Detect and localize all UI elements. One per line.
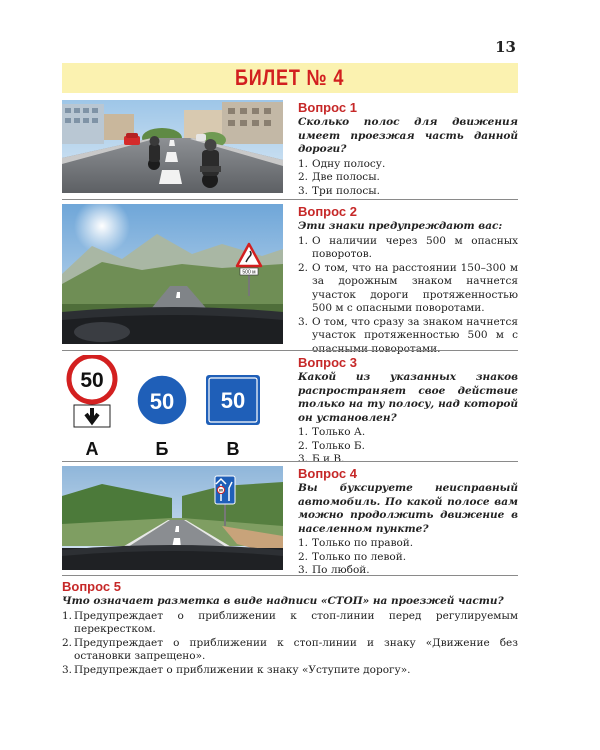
sign-a-value: 50: [80, 369, 104, 392]
answer-option[interactable]: 3. По любой.: [298, 564, 370, 576]
sign-c: [206, 375, 260, 459]
answer-option[interactable]: 3. Предупреждает о приближении к знаку «Уступите дорогу».: [62, 663, 411, 676]
answer-option[interactable]: 1. Предупреждает о приближении к стоп-линии перед регулируемым перекрестком.: [62, 609, 518, 635]
answer-option[interactable]: 2. Только по левой.: [298, 550, 407, 563]
question-text: Что означает разметка в виде надписи «СТОП» на проезжей части?: [62, 595, 504, 607]
answer-option[interactable]: 1. Одну полосу.: [298, 157, 386, 170]
answer-option[interactable]: 1. Только по правой.: [298, 537, 414, 549]
page-number: 13: [495, 38, 516, 56]
answer-list: [298, 235, 518, 357]
illustration-mountain-road: [62, 204, 283, 344]
illustration-speed-signs: [62, 355, 283, 461]
question-1-content: [298, 100, 518, 198]
question-5: [62, 579, 518, 677]
illustration-suburban-road: [62, 466, 283, 570]
divider: [62, 575, 518, 576]
answer-option[interactable]: 1. О наличии через 500 м опасных поворотов.: [298, 234, 518, 260]
answer-option[interactable]: 2. О том, что на расстоянии 150–300 м за дорожным знаком начнется участок дороги протяженностью 500 м с опасными поворотами.: [298, 261, 518, 314]
divider: [62, 350, 518, 351]
ticket-banner: [62, 63, 518, 93]
question-title: Вопрос 4: [298, 466, 357, 481]
divider: [62, 199, 518, 200]
question-3-content: [298, 355, 518, 467]
answer-option[interactable]: 3. О том, что сразу за знаком начнется участок протяженностью 500 м с опасными поворотами.: [298, 315, 518, 355]
divider: [62, 461, 518, 462]
answer-option[interactable]: 2. Две полосы.: [298, 171, 380, 183]
sign-b-value: 50: [149, 389, 175, 414]
question-1: [62, 100, 518, 197]
lane-sign-value: 60: [219, 488, 223, 493]
question-title: Вопрос 3: [298, 355, 357, 370]
question-text: Какой из указанных знаков распространяет свое действие только на ту полосу, над которой он установлен?: [298, 371, 518, 424]
answer-option[interactable]: 1. Только А.: [298, 426, 366, 438]
sign-label-b: Б: [155, 439, 169, 459]
question-text: Эти знаки предупреждают вас:: [298, 220, 503, 232]
answer-option[interactable]: 3. Три полосы.: [298, 184, 380, 197]
question-text: Сколько полос для движения имеет проезжая часть данной дороги?: [298, 116, 518, 155]
sign-plate-text: 500 м: [242, 269, 256, 276]
question-title: Вопрос 5: [62, 579, 121, 594]
sign-label-c: В: [226, 439, 240, 459]
question-2-content: [298, 204, 518, 356]
answer-option[interactable]: 2. Только Б.: [298, 439, 365, 452]
sign-b: [137, 375, 187, 459]
question-title: Вопрос 1: [298, 100, 357, 115]
illustration-city-road-motorcycles: [62, 100, 283, 193]
sign-label-a: А: [85, 439, 99, 459]
question-3: [62, 355, 518, 463]
answer-list: [62, 610, 518, 678]
question-title: Вопрос 2: [298, 204, 357, 219]
question-4-content: [298, 466, 518, 578]
answer-list: [298, 158, 518, 199]
answer-option[interactable]: 3. Б и В.: [298, 453, 345, 465]
question-2: [62, 204, 518, 355]
answer-list: [298, 537, 518, 578]
sign-c-value: 50: [220, 388, 246, 413]
sign-a: [69, 356, 115, 459]
ticket-title: БИЛЕТ № 4: [235, 65, 345, 90]
question-4: [62, 466, 518, 576]
question-text: Вы буксируете неисправный автомобиль. По какой полосе вам можно продолжить движение в населенном пункте?: [298, 482, 518, 535]
answer-option[interactable]: 2. Предупреждает о приближении к стоп-линии и знаку «Движение без остановки запрещено».: [62, 636, 518, 662]
